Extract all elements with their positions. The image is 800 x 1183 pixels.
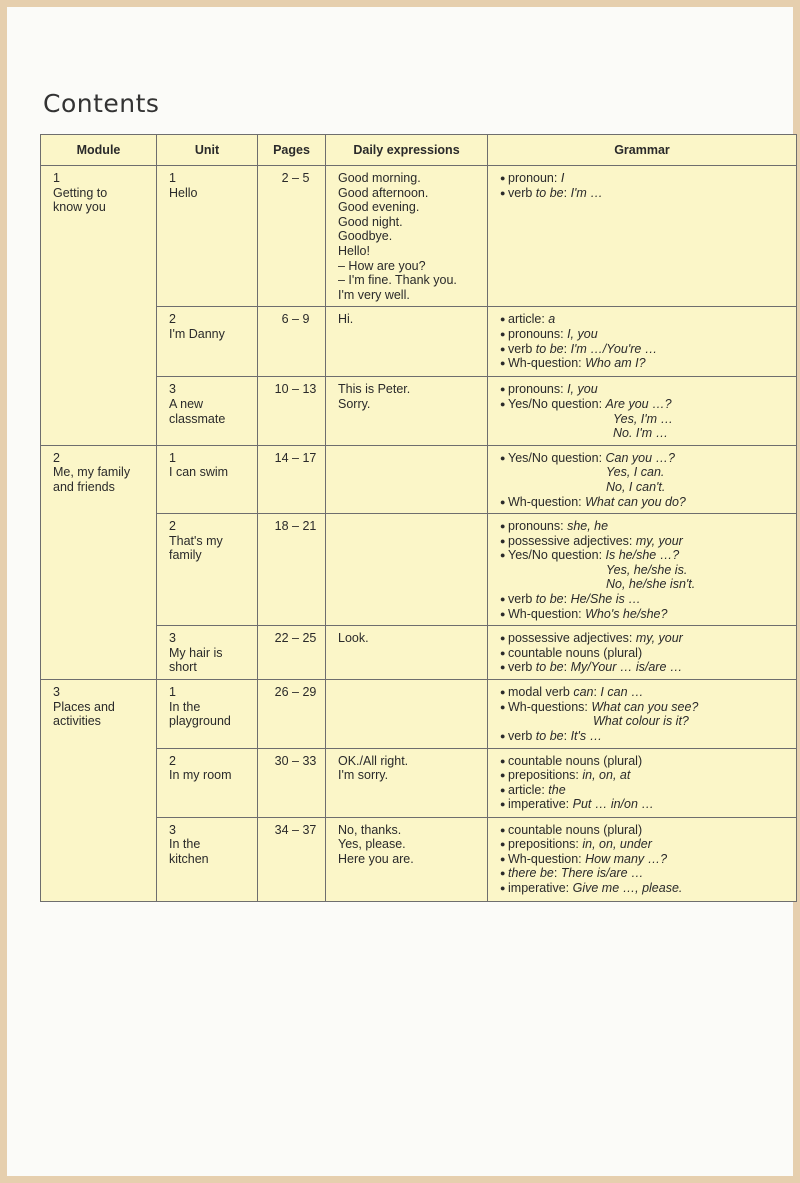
grammar-term: countable nouns (plural) <box>508 822 643 837</box>
unit-name-line: My hair is <box>169 645 223 660</box>
table-row <box>41 680 797 748</box>
unit-cell <box>157 166 258 307</box>
grammar-example: my, your <box>635 533 683 548</box>
daily-expression: Good afternoon. <box>338 185 429 200</box>
grammar-example: I'm …/You're … <box>570 341 658 356</box>
grammar-example: in, on, under <box>582 837 652 852</box>
module-name-line: Me, my family <box>53 465 131 480</box>
grammar-cell <box>488 626 797 680</box>
grammar-cell <box>488 307 797 377</box>
grammar-cell <box>488 817 797 901</box>
bullet-icon: ● <box>500 824 506 835</box>
bullet-icon: ● <box>500 496 506 507</box>
grammar-example: to be <box>535 185 564 200</box>
grammar-item <box>500 797 792 812</box>
grammar-term: Wh-questions: <box>508 699 592 714</box>
bullet-icon: ● <box>500 633 506 644</box>
header-unit: Unit <box>157 135 258 166</box>
grammar-example: It's … <box>570 729 603 744</box>
unit-name-line: In the <box>169 837 201 852</box>
grammar-example: My/Your … is/are … <box>570 660 683 675</box>
unit-cell <box>157 817 258 901</box>
daily-expression: – I'm fine. Thank you. <box>338 273 457 288</box>
header-daily-expressions: Daily expressions <box>326 135 488 166</box>
grammar-item <box>500 186 792 201</box>
grammar-item <box>500 451 792 466</box>
daily-expression: Good night. <box>338 214 403 229</box>
grammar-term: Wh-question: <box>508 606 586 621</box>
pages-cell: 18 – 21 <box>258 514 326 626</box>
grammar-example: Can you …? <box>605 450 676 465</box>
daily-expression: Hello! <box>338 243 370 258</box>
grammar-example: to be <box>535 729 564 744</box>
unit-number: 2 <box>169 753 176 768</box>
grammar-example: Give me …, please. <box>572 881 683 895</box>
daily-expressions-cell <box>326 817 488 901</box>
module-number: 2 <box>53 450 60 465</box>
daily-expressions-cell <box>326 748 488 817</box>
unit-cell <box>157 680 258 748</box>
bullet-icon: ● <box>500 521 506 532</box>
pages-cell: 2 – 5 <box>258 166 326 307</box>
grammar-item <box>500 823 792 838</box>
grammar-example: Put … in/on … <box>572 797 654 812</box>
module-cell <box>41 445 157 680</box>
grammar-cell <box>488 748 797 817</box>
bullet-icon: ● <box>500 755 506 766</box>
daily-expression: No, thanks. <box>338 822 402 837</box>
grammar-example: There is/are … <box>560 866 644 881</box>
header-grammar: Grammar <box>488 135 797 166</box>
grammar-item <box>500 852 792 867</box>
grammar-example: my, your <box>635 631 683 646</box>
grammar-example: I can … <box>600 685 644 700</box>
module-name-line: Places and <box>53 699 115 714</box>
unit-cell <box>157 626 258 680</box>
grammar-example: Are you …? <box>605 396 672 411</box>
header-row <box>41 135 797 166</box>
grammar-example: the <box>548 782 566 797</box>
page-title: Contents <box>43 89 160 118</box>
grammar-example-continued: Yes, he/she is. <box>606 562 688 577</box>
module-name-line: activities <box>53 714 101 729</box>
grammar-term: imperative: <box>508 797 573 812</box>
header-module: Module <box>41 135 157 166</box>
pages-cell: 26 – 29 <box>258 680 326 748</box>
daily-expression: Yes, please. <box>338 837 406 852</box>
unit-number: 3 <box>169 631 176 646</box>
grammar-item <box>500 837 792 852</box>
unit-number: 1 <box>169 685 176 700</box>
grammar-item <box>500 548 792 563</box>
bullet-icon: ● <box>500 662 506 673</box>
grammar-term: Yes/No question: <box>508 450 606 465</box>
grammar-term: Wh-question: <box>508 851 586 866</box>
pages-cell: 6 – 9 <box>258 307 326 377</box>
bullet-icon: ● <box>500 784 506 795</box>
unit-name-line: I'm Danny <box>169 326 225 341</box>
grammar-term: pronoun: <box>508 171 561 185</box>
module-name-line: know you <box>53 200 106 215</box>
daily-expression: – How are you? <box>338 258 426 273</box>
unit-cell <box>157 307 258 377</box>
grammar-term: possessive adjectives: <box>508 533 636 548</box>
grammar-item <box>500 754 792 769</box>
grammar-item <box>500 783 792 798</box>
daily-expressions-cell <box>326 514 488 626</box>
grammar-cell <box>488 377 797 445</box>
unit-cell <box>157 445 258 513</box>
unit-cell <box>157 514 258 626</box>
module-number: 3 <box>53 685 60 700</box>
grammar-example-continued: No, I can't. <box>606 479 666 494</box>
unit-name-line: In my room <box>169 768 232 783</box>
page <box>7 7 793 1176</box>
bullet-icon: ● <box>500 839 506 850</box>
grammar-term: pronouns: <box>508 519 568 534</box>
daily-expressions-cell <box>326 166 488 307</box>
module-name-line: Getting to <box>53 185 108 200</box>
grammar-term: imperative: <box>508 881 573 895</box>
grammar-term: : <box>563 592 571 607</box>
grammar-item <box>500 495 792 510</box>
grammar-term: article: <box>508 312 549 327</box>
grammar-item <box>500 646 792 661</box>
bullet-icon: ● <box>500 398 506 409</box>
bullet-icon: ● <box>500 187 506 198</box>
grammar-example: to be <box>535 660 564 675</box>
daily-expressions-cell <box>326 307 488 377</box>
grammar-example: I'm … <box>570 185 603 200</box>
grammar-example: I <box>560 171 565 185</box>
unit-cell <box>157 377 258 445</box>
unit-number: 2 <box>169 312 176 327</box>
pages-cell: 22 – 25 <box>258 626 326 680</box>
unit-name-line: In the <box>169 699 201 714</box>
header-pages: Pages <box>258 135 326 166</box>
grammar-example: How many …? <box>585 851 668 866</box>
grammar-cell <box>488 166 797 307</box>
table-row <box>41 166 797 307</box>
grammar-example: there be <box>508 866 554 881</box>
daily-expression: Sorry. <box>338 396 371 411</box>
grammar-term: countable nouns (plural) <box>508 753 643 768</box>
grammar-term: : <box>593 685 601 700</box>
grammar-item <box>500 607 792 622</box>
bullet-icon: ● <box>500 173 506 183</box>
unit-name-line: classmate <box>169 411 226 426</box>
bullet-icon: ● <box>500 594 506 605</box>
bullet-icon: ● <box>500 868 506 879</box>
daily-expression: Good evening. <box>338 200 420 215</box>
bullet-icon: ● <box>500 799 506 810</box>
grammar-term: prepositions: <box>508 768 583 783</box>
grammar-item <box>500 342 792 357</box>
grammar-example: she, he <box>567 519 609 534</box>
daily-expression: Look. <box>338 631 369 646</box>
grammar-term: modal verb <box>508 685 574 700</box>
bullet-icon: ● <box>500 608 506 619</box>
grammar-item <box>500 592 792 607</box>
grammar-term: verb <box>508 185 536 200</box>
grammar-example: What can you see? <box>591 699 699 714</box>
daily-expression: OK./All right. <box>338 753 409 768</box>
daily-expression: Goodbye. <box>338 229 393 244</box>
grammar-term: : <box>563 185 571 200</box>
grammar-item <box>500 631 792 646</box>
unit-name-line: I can swim <box>169 465 229 480</box>
grammar-example-continued: Yes, I'm … <box>613 411 674 426</box>
bullet-icon: ● <box>500 384 506 395</box>
daily-expressions-cell <box>326 445 488 513</box>
grammar-example: I, you <box>567 326 598 341</box>
grammar-item <box>500 519 792 534</box>
grammar-example: in, on, at <box>582 768 631 783</box>
grammar-item <box>500 660 792 675</box>
grammar-term: verb <box>508 592 536 607</box>
pages-cell: 30 – 33 <box>258 748 326 817</box>
grammar-item <box>500 397 792 412</box>
bullet-icon: ● <box>500 314 506 325</box>
table-body <box>41 166 797 902</box>
grammar-item <box>500 534 792 549</box>
bullet-icon: ● <box>500 687 506 698</box>
grammar-term: countable nouns (plural) <box>508 645 643 660</box>
grammar-term: verb <box>508 660 536 675</box>
unit-name-line: family <box>169 548 202 563</box>
contents-table <box>40 134 797 902</box>
bullet-icon: ● <box>500 701 506 712</box>
unit-name-line: kitchen <box>169 851 209 866</box>
grammar-item <box>500 356 792 371</box>
module-cell <box>41 166 157 446</box>
grammar-item <box>500 700 792 715</box>
grammar-example: What can you do? <box>585 494 686 509</box>
grammar-term: Yes/No question: <box>508 548 606 563</box>
grammar-example: Who's he/she? <box>585 606 668 621</box>
daily-expression: This is Peter. <box>338 382 411 397</box>
bullet-icon: ● <box>500 343 506 354</box>
bullet-icon: ● <box>500 853 506 864</box>
grammar-example-continued: No. I'm … <box>613 426 669 441</box>
pages-cell: 10 – 13 <box>258 377 326 445</box>
grammar-term: : <box>553 866 561 881</box>
bullet-icon: ● <box>500 358 506 369</box>
grammar-item <box>500 881 792 896</box>
grammar-example-continued: What colour is it? <box>593 714 689 729</box>
pages-cell: 14 – 17 <box>258 445 326 513</box>
grammar-cell <box>488 514 797 626</box>
grammar-term: : <box>563 660 571 675</box>
grammar-example: Who am I? <box>585 356 646 371</box>
grammar-item <box>500 866 792 881</box>
bullet-icon: ● <box>500 535 506 546</box>
unit-number: 1 <box>169 450 176 465</box>
unit-name-line: playground <box>169 714 231 729</box>
grammar-example: can <box>573 685 594 700</box>
grammar-term: article: <box>508 782 549 797</box>
grammar-term: : <box>563 729 571 744</box>
grammar-item <box>500 171 792 186</box>
unit-number: 3 <box>169 382 176 397</box>
daily-expression: Here you are. <box>338 851 414 866</box>
unit-number: 3 <box>169 822 176 837</box>
bullet-icon: ● <box>500 731 506 742</box>
grammar-example: I, you <box>567 382 598 397</box>
daily-expression: I'm sorry. <box>338 768 389 783</box>
unit-name-line: short <box>169 660 197 675</box>
unit-cell <box>157 748 258 817</box>
grammar-cell <box>488 680 797 748</box>
bullet-icon: ● <box>500 452 506 463</box>
grammar-term: possessive adjectives: <box>508 631 636 646</box>
grammar-item <box>500 382 792 397</box>
unit-name-line: Hello <box>169 185 198 200</box>
grammar-example: a <box>548 312 556 327</box>
unit-number: 2 <box>169 519 176 534</box>
grammar-term: pronouns: <box>508 382 568 397</box>
grammar-term: Wh-question: <box>508 356 586 371</box>
grammar-term: pronouns: <box>508 326 568 341</box>
bullet-icon: ● <box>500 770 506 781</box>
daily-expression: Good morning. <box>338 171 421 185</box>
bullet-icon: ● <box>500 550 506 561</box>
grammar-item <box>500 327 792 342</box>
unit-number: 1 <box>169 171 176 185</box>
daily-expression: Hi. <box>338 312 354 327</box>
daily-expression: I'm very well. <box>338 287 410 302</box>
module-name-line: and friends <box>53 479 115 494</box>
grammar-item <box>500 768 792 783</box>
grammar-item <box>500 685 792 700</box>
daily-expressions-cell <box>326 377 488 445</box>
bullet-icon: ● <box>500 883 506 893</box>
bullet-icon: ● <box>500 328 506 339</box>
grammar-example: He/She is … <box>570 592 641 607</box>
grammar-example-continued: No, he/she isn't. <box>606 577 696 592</box>
grammar-example: to be <box>535 592 564 607</box>
grammar-term: prepositions: <box>508 837 583 852</box>
daily-expressions-cell <box>326 626 488 680</box>
grammar-term: Wh-question: <box>508 494 586 509</box>
module-number: 1 <box>53 171 60 185</box>
grammar-item <box>500 312 792 327</box>
grammar-example: to be <box>535 341 564 356</box>
daily-expressions-cell <box>326 680 488 748</box>
unit-name-line: A new <box>169 396 204 411</box>
grammar-example-continued: Yes, I can. <box>606 465 665 480</box>
pages-cell: 34 – 37 <box>258 817 326 901</box>
grammar-item <box>500 729 792 744</box>
grammar-term: Yes/No question: <box>508 396 606 411</box>
unit-name-line: That's my <box>169 533 223 548</box>
grammar-term: verb <box>508 729 536 744</box>
module-cell <box>41 680 157 901</box>
table-row <box>41 445 797 513</box>
grammar-term: verb <box>508 341 536 356</box>
grammar-cell <box>488 445 797 513</box>
grammar-term: : <box>563 341 571 356</box>
bullet-icon: ● <box>500 647 506 658</box>
grammar-example: Is he/she …? <box>605 548 680 563</box>
